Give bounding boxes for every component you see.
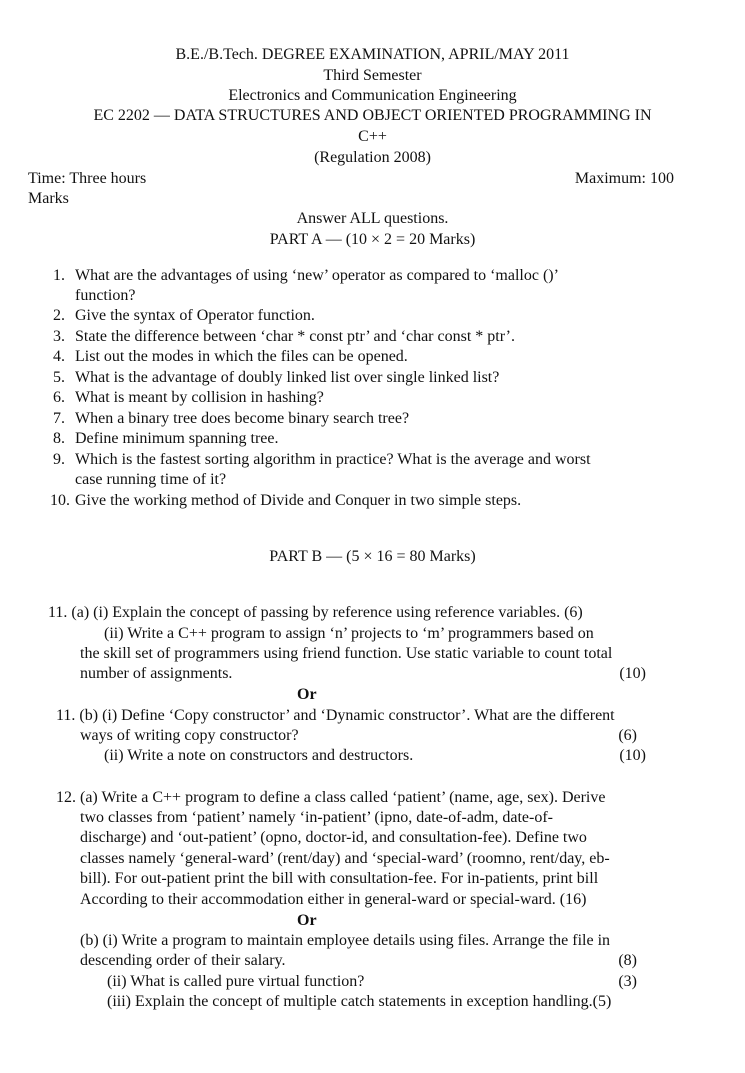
question-12a: classes namely ‘general-ward’ (rent/day) and ‘special-ward’ (roomno, rent/day, eb- [80, 850, 610, 867]
question-12b-ii: (ii) What is called pure virtual function? [107, 973, 365, 990]
part-b-title: PART B — (5 × 16 = 80 Marks) [269, 548, 476, 565]
question-number: 8. [53, 430, 65, 447]
course-title-line1: EC 2202 — DATA STRUCTURES AND OBJECT ORIENTED PROGRAMMING IN [93, 107, 652, 124]
question-text: Define minimum spanning tree. [75, 430, 279, 447]
marks: (10) [619, 747, 646, 764]
question-text: Which is the fastest sorting algorithm in practice? What is the average and worst [75, 451, 591, 468]
question-11b-i: ways of writing copy constructor? [80, 727, 299, 744]
question-text: State the difference between ‘char * const ptr’ and ‘char const * ptr’. [75, 328, 515, 345]
question-text: What is the advantage of doubly linked list over single linked list? [75, 369, 500, 386]
question-11a-i: 11. (a) (i) Explain the concept of passing by reference using reference variables. (6) [48, 604, 583, 621]
question-number: 4. [53, 348, 65, 365]
question-12b-i: (b) (i) Write a program to maintain employee details using files. Arrange the file in [80, 932, 611, 949]
question-12b-iii: (iii) Explain the concept of multiple catch statements in exception handling.(5) [107, 993, 612, 1010]
question-12a: discharge) and ‘out-patient’ (opno, doctor-id, and consultation-fee). Define two [80, 829, 587, 846]
marks: (10) [619, 665, 646, 682]
instruction: Answer ALL questions. [296, 210, 449, 227]
question-number: 5. [53, 369, 65, 386]
or-separator: Or [297, 686, 317, 703]
question-number: 2. [53, 307, 65, 324]
question-12a: bill). For out-patient print the bill with consultation-fee. For in-patients, print bill [80, 870, 599, 887]
question-11b-ii: (ii) Write a note on constructors and destructors. [104, 747, 414, 764]
question-number: 7. [53, 410, 65, 427]
question-text: When a binary tree does become binary search tree? [75, 410, 410, 427]
question-text: What are the advantages of using ‘new’ operator as compared to ‘malloc ()’ [75, 267, 559, 284]
question-text: function? [75, 287, 136, 304]
question-text: Give the working method of Divide and Conquer in two simple steps. [75, 492, 522, 509]
question-text: Give the syntax of Operator function. [75, 307, 315, 324]
question-number: 10. [50, 492, 70, 509]
question-text: List out the modes in which the files can be opened. [75, 348, 408, 365]
or-separator: Or [297, 912, 317, 929]
semester: Third Semester [323, 67, 422, 84]
question-number: 9. [53, 451, 65, 468]
question-text: case running time of it? [75, 471, 227, 488]
time-label: Time: Three hours [28, 170, 147, 187]
exam-title: B.E./B.Tech. DEGREE EXAMINATION, APRIL/MAY 2011 [175, 46, 570, 63]
regulation: (Regulation 2008) [314, 149, 431, 166]
marks-label: Marks [28, 190, 69, 207]
department: Electronics and Communication Engineering [228, 87, 517, 104]
part-a-title: PART A — (10 × 2 = 20 Marks) [269, 231, 476, 248]
question-11b-i: 11. (b) (i) Define ‘Copy constructor’ and ‘Dynamic constructor’. What are the different [56, 707, 615, 724]
question-number: 3. [53, 328, 65, 345]
marks: (3) [618, 973, 637, 990]
question-number: 1. [53, 267, 65, 284]
question-12a: two classes from ‘patient’ namely ‘in-patient’ (ipno, date-of-adm, date-of- [80, 809, 553, 826]
question-11a-ii: (ii) Write a C++ program to assign ‘n’ projects to ‘m’ programmers based on [104, 625, 594, 642]
marks: (6) [618, 727, 637, 744]
question-12a: According to their accommodation either in general-ward or special-ward. (16) [80, 891, 587, 908]
course-title-line2: C++ [358, 128, 387, 145]
question-12b-i: descending order of their salary. [80, 952, 286, 969]
question-11a-ii: the skill set of programmers using friend function. Use static variable to count total [80, 645, 613, 662]
question-11a-ii: number of assignments. [80, 665, 233, 682]
marks: (8) [618, 952, 637, 969]
maximum-label: Maximum: 100 [574, 170, 674, 187]
question-number: 6. [53, 389, 65, 406]
question-12a: 12. (a) Write a C++ program to define a class called ‘patient’ (name, age, sex). Derive [56, 789, 606, 806]
question-text: What is meant by collision in hashing? [75, 389, 324, 406]
